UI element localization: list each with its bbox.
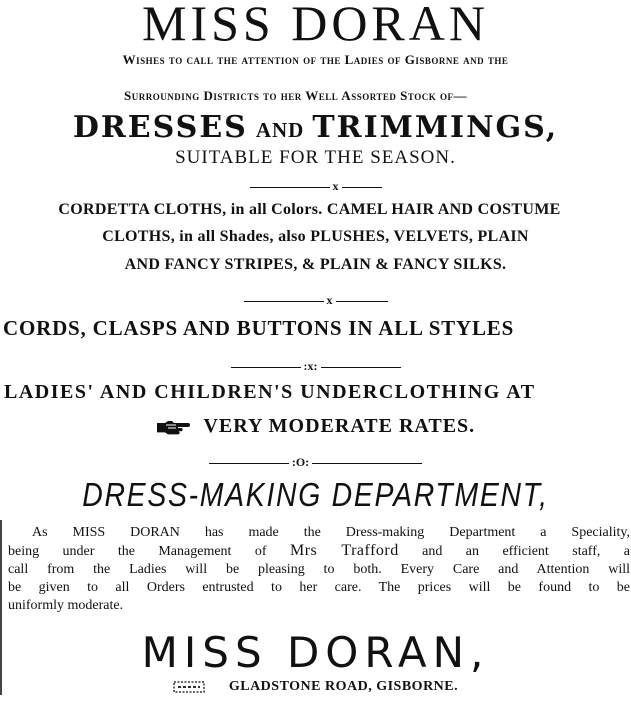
ornament-icon — [173, 680, 205, 694]
moderate-rates-line — [0, 415, 631, 438]
pointing-hand-icon — [156, 419, 190, 435]
stock-line-2: CLOTHS, in all Shades, also PLUSHES, VELVETS, PLAIN — [102, 228, 529, 245]
cords-line: CORDS, CLASPS AND BUTTONS IN ALL STYLES — [3, 316, 515, 340]
intro-line-1: Wishes to call the attention of the Ladies of Gisborne and the — [122, 52, 509, 67]
dressmaking-paragraph — [8, 524, 630, 615]
stock-line-1: CORDETTA CLOTHS, in all Colors. CAMEL HAIR AND COSTUME — [58, 201, 561, 218]
paragraph-line-1: As MISS DORAN has made the Dress-making Department a Speciality, — [32, 525, 630, 540]
divider-3: :x: — [0, 360, 631, 372]
divider-4: :O: — [0, 456, 631, 468]
and-label: AND — [255, 118, 305, 142]
intro-line-2: Surrounding Districts to her Well Assorted Stock of— — [124, 88, 467, 103]
address-line — [0, 679, 631, 695]
paragraph-line-4: be given to all Orders entrusted to her care. The prices will be found to be — [8, 580, 630, 595]
signature: MISS DORAN, — [141, 628, 490, 677]
manager-name: Mrs Trafford — [289, 542, 399, 559]
page-title: MISS DORAN — [141, 0, 489, 51]
paragraph-line-5: uniformly moderate. — [8, 598, 124, 613]
dresses-label: DRESSES — [72, 110, 248, 145]
suitable-line: SUITABLE FOR THE SEASON. — [175, 147, 456, 168]
address-label: GLADSTONE ROAD, GISBORNE. — [228, 679, 459, 694]
paragraph-line-3: call from the Ladies will be pleasing to both. Every Care and Attention will — [8, 562, 630, 577]
divider-2: x — [0, 294, 631, 306]
dresses-trimmings-heading — [0, 110, 631, 145]
paragraph-line-2: being under the Management of Mrs Trafford and an efficient staff, a — [8, 542, 631, 559]
moderate-rates-label: VERY MODERATE RATES. — [203, 415, 476, 437]
stock-line-3: AND FANCY STRIPES, & PLAIN & FANCY SILKS. — [124, 256, 507, 273]
dressmaking-heading: DRESS-MAKING DEPARTMENT, — [82, 476, 549, 513]
trimmings-label: TRIMMINGS, — [312, 110, 559, 145]
divider-1: x — [0, 180, 631, 192]
underclothing-line-1: LADIES' AND CHILDREN'S UNDERCLOTHING AT — [4, 381, 536, 403]
